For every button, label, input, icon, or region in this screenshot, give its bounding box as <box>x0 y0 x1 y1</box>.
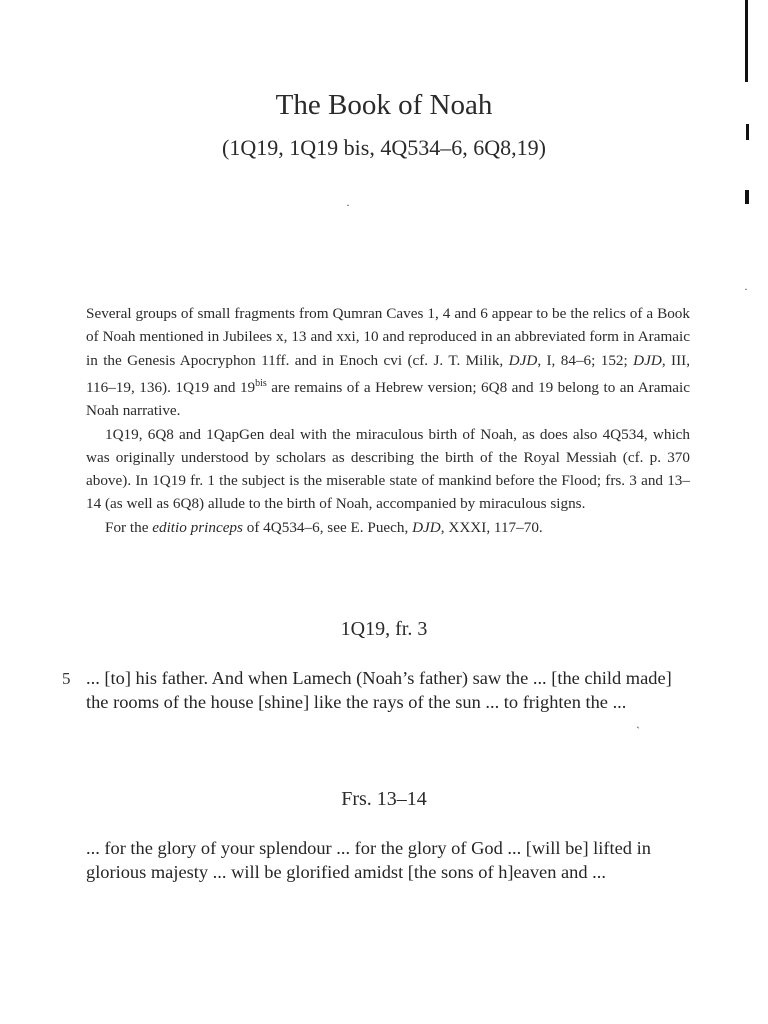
scan-speck: ` <box>636 724 640 738</box>
intro-paragraph-3: For the editio princeps of 4Q534–6, see E. Puech, DJD, XXXI, 117–70. <box>105 518 543 536</box>
passage-frs13-14: ... for the glory of your splendour ... for the glory of God ... [will be] lifted in glorious majesty ... will be glorified amidst [the sons of h]eaven and ... <box>86 838 651 882</box>
page-title: The Book of Noah <box>275 89 493 121</box>
scan-speck: · <box>346 198 350 212</box>
scan-edge-mark <box>745 190 749 204</box>
scan-speck: · <box>744 282 748 296</box>
scan-edge-mark <box>745 0 748 82</box>
intro-text <box>86 302 690 539</box>
intro-paragraph-2: 1Q19, 6Q8 and 1QapGen deal with the miraculous birth of Noah, as does also 4Q534, which was originally understood by scholars as describing the birth of the Royal Messiah (cf. p. 370 above). In 1Q19 fr. 1 the subject is the miserable state of mankind before the Flood; frs. 3 and 13–14 (as well as 6Q8) allude to the birth of Noah, accompanied by miraculous signs. <box>86 425 690 513</box>
intro-paragraph-1: Several groups of small fragments from Qumran Caves 1, 4 and 6 appear to be the relics of a Book of Noah mentioned in Jubilees x, 13 and xxi, 10 and reproduced in an abbreviated form in Aramaic in the Genesis Apocryphon 11ff. and in Enoch cvi (cf. J. T. Milik, DJD, I, 84–6; 152; DJD, III, 116–19, 136). 1Q19 and $19^{bis}$ are remains of a Hebrew version; 6Q8 and 19 belong to an Aramaic Noah narrative. <box>86 305 690 420</box>
page-subtitle: (1Q19, 1Q19 bis, 4Q534–6, 6Q8,19) <box>222 135 546 160</box>
section-heading-frs13-14: Frs. 13–14 <box>341 788 427 810</box>
section-heading-fr3: 1Q19, fr. 3 <box>340 618 428 640</box>
line-number: 5 <box>62 669 71 688</box>
passage-fr3: ... [to] his father. And when Lamech (Noah’s father) saw the ... [the child made] the rooms of the house [shine] like the rays of the sun ... to frighten the ... <box>86 668 672 712</box>
